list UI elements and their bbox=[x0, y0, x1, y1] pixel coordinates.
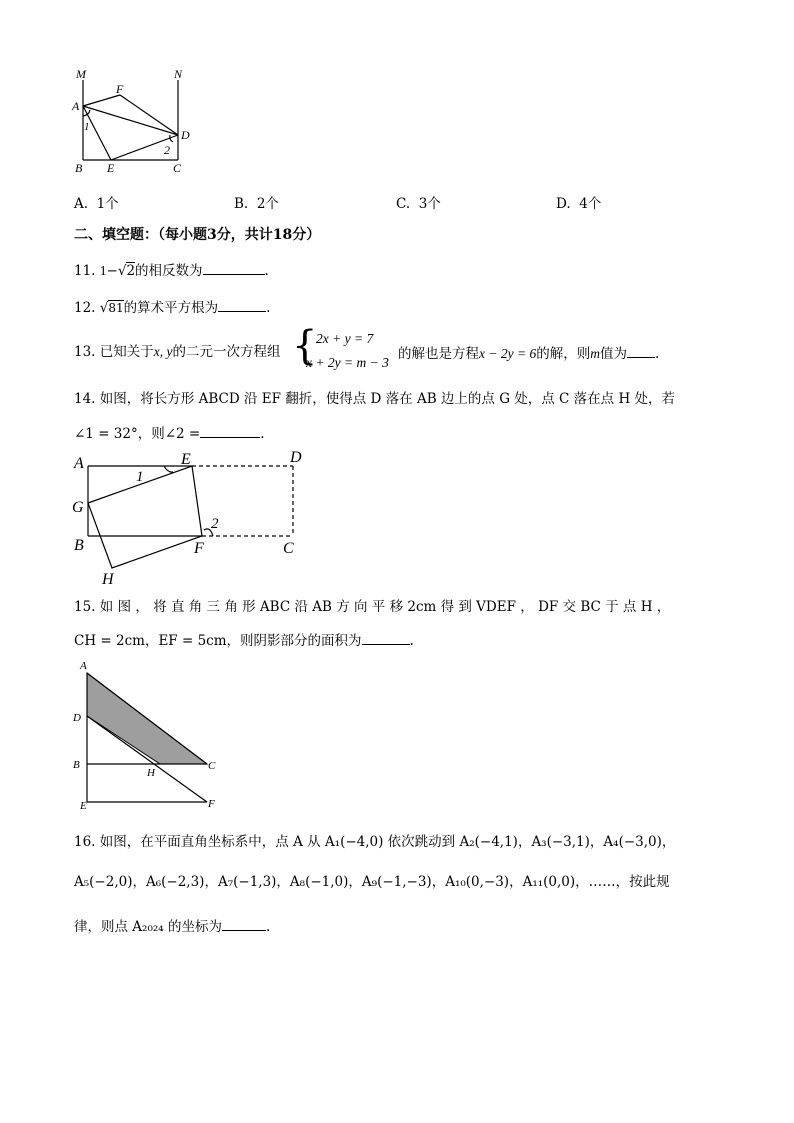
q12-text: 的算术平方根为 bbox=[123, 300, 219, 316]
question-16-line-1 bbox=[74, 833, 675, 851]
q16-line-3: 律，则点 A₂₀₂₄ 的坐标为 bbox=[74, 919, 222, 935]
fig14-label-E: E bbox=[181, 451, 191, 468]
fig10-label-E: E bbox=[107, 161, 115, 175]
choice-letter: C. bbox=[396, 196, 411, 212]
q16-end: . bbox=[265, 919, 271, 935]
question-14-line-1 bbox=[74, 390, 675, 408]
q13-vars: x, y bbox=[153, 344, 173, 359]
q13-prefix: 已知关于 bbox=[99, 344, 154, 360]
fig15-label-H: H bbox=[147, 767, 155, 779]
question-11 bbox=[74, 260, 269, 280]
question-14-line-2 bbox=[74, 423, 265, 443]
fig10-label-A: A bbox=[72, 99, 80, 113]
q14-line-1: 如图，将长方形 ABCD 沿 EF 翻折，使得点 D 落在 AB 边上的点 G 处，点 C 落在点 H 处，若 bbox=[99, 391, 676, 407]
choice-text: 1个 bbox=[96, 196, 119, 212]
q13-equation-2: x + 2y = m − 3 bbox=[306, 355, 389, 370]
question-16-line-2 bbox=[74, 873, 670, 891]
fig10-label-B: B bbox=[75, 161, 83, 175]
answer-blank-q16[interactable] bbox=[222, 916, 266, 931]
q12-end: . bbox=[266, 300, 271, 316]
fig15-label-D: D bbox=[73, 712, 81, 724]
fig10-label-2: 2 bbox=[164, 143, 170, 157]
q16-line-1: 如图，在平面直角坐标系中，点 A 从 A₁(−4,0) 依次跳动到 A₂(−4,1)，A₃(−3,1)，A₄(−3,0)， bbox=[99, 834, 676, 850]
fig10-label-C: C bbox=[173, 161, 182, 175]
choice-letter: D. bbox=[556, 196, 571, 212]
choice-text: 3个 bbox=[418, 196, 441, 212]
q11-one: 1 bbox=[99, 263, 107, 278]
fig10-label-1: 1 bbox=[84, 121, 90, 133]
fig14-label-B: B bbox=[74, 537, 84, 554]
question-15-line-2 bbox=[74, 630, 414, 650]
fig14-label-2: 2 bbox=[211, 516, 219, 532]
q16-number: 16. bbox=[74, 834, 96, 850]
q11-sqrt-arg: 2 bbox=[126, 263, 136, 279]
question-13-suffix bbox=[398, 343, 659, 363]
q16-line-2: A₅(−2,0)，A₆(−2,3)，A₇(−1,3)，A₈(−1,0)，A₉(−1,−3)，A₁₀(0,−3)，A₁₁(0,0)，……，按此规 bbox=[74, 874, 670, 890]
q13-mid: 的二元一次方程组 bbox=[172, 344, 281, 360]
q12-sqrt-arg: 81 bbox=[108, 301, 124, 315]
question-16-line-3 bbox=[74, 916, 270, 936]
question-15-line-1 bbox=[74, 598, 670, 616]
q15-line-2: CH = 2cm，EF = 5cm，则阴影部分的面积为 bbox=[74, 633, 362, 649]
section-heading: 二、填空题：（每小题3分，共计18分） bbox=[74, 227, 321, 243]
figure-q10 bbox=[70, 66, 200, 178]
question-12 bbox=[74, 297, 270, 317]
q13-equation-1: 2x + y = 7 bbox=[316, 331, 374, 346]
choice-b[interactable] bbox=[234, 192, 279, 212]
answer-blank-q11[interactable] bbox=[203, 260, 265, 275]
figure-q14 bbox=[70, 446, 310, 588]
choice-text: 2个 bbox=[256, 196, 279, 212]
q13-end: 值为 bbox=[599, 346, 627, 362]
sqrt-symbol: √ bbox=[99, 300, 109, 316]
q14-number: 14. bbox=[74, 391, 96, 407]
fig14-label-1: 1 bbox=[136, 469, 144, 485]
fig10-label-D: D bbox=[181, 128, 190, 142]
choice-letter: A. bbox=[74, 196, 89, 212]
fig15-label-A: A bbox=[80, 660, 87, 672]
q15-end: . bbox=[409, 633, 414, 649]
choice-c[interactable] bbox=[396, 192, 441, 212]
choice-letter: B. bbox=[234, 196, 249, 212]
fig14-label-F: F bbox=[194, 540, 204, 557]
equation-brace: { bbox=[292, 323, 318, 369]
fig14-label-H: H bbox=[102, 571, 114, 588]
q12-number: 12. bbox=[74, 300, 96, 316]
sqrt-symbol: √ bbox=[117, 263, 127, 279]
choice-d[interactable] bbox=[556, 192, 601, 212]
fig10-label-M: M bbox=[76, 67, 86, 81]
q13-mid3: 的解，则 bbox=[536, 346, 591, 362]
q14-end: . bbox=[260, 426, 265, 442]
fig14-label-A: A bbox=[74, 455, 84, 472]
q15-line-1: 如 图 ， 将 直 角 三 角 形 ABC 沿 AB 方 向 平 移 2cm 得 到 VDEF ， DF 交 BC 于 点 H ， bbox=[99, 599, 671, 615]
fig15-label-C: C bbox=[208, 760, 216, 772]
answer-blank-q14[interactable] bbox=[200, 423, 260, 438]
q11-end: . bbox=[264, 263, 269, 279]
fig15-label-F: F bbox=[208, 798, 215, 810]
q13-m: m bbox=[590, 346, 600, 361]
fig14-label-C: C bbox=[283, 540, 294, 557]
q14-line-2: ∠1 = 32°，则∠2 = bbox=[74, 426, 201, 442]
q11-number: 11. bbox=[74, 263, 96, 279]
fig15-label-E: E bbox=[80, 800, 87, 812]
q15-number: 15. bbox=[74, 599, 96, 615]
fig10-label-N: N bbox=[174, 67, 183, 81]
figure-q15 bbox=[70, 656, 230, 814]
fig14-label-D: D bbox=[290, 449, 302, 466]
q13-number: 13. bbox=[74, 344, 96, 360]
answer-blank-q12[interactable] bbox=[218, 297, 266, 312]
q13-equation-3: x − 2y = 6 bbox=[479, 346, 537, 361]
choice-text: 4个 bbox=[579, 196, 602, 212]
answer-blank-q13[interactable] bbox=[627, 343, 655, 358]
fig15-label-B: B bbox=[73, 759, 80, 771]
answer-blank-q15[interactable] bbox=[362, 630, 410, 645]
q13-dot: . bbox=[654, 346, 660, 362]
fig14-label-G: G bbox=[72, 499, 84, 516]
q11-text: 的相反数为 bbox=[135, 263, 203, 279]
fig10-label-F: F bbox=[116, 82, 124, 96]
choice-a[interactable] bbox=[74, 192, 119, 212]
q11-minus: − bbox=[106, 263, 118, 279]
question-13-prefix bbox=[74, 343, 281, 361]
q13-mid2: 的解也是方程 bbox=[398, 346, 479, 362]
